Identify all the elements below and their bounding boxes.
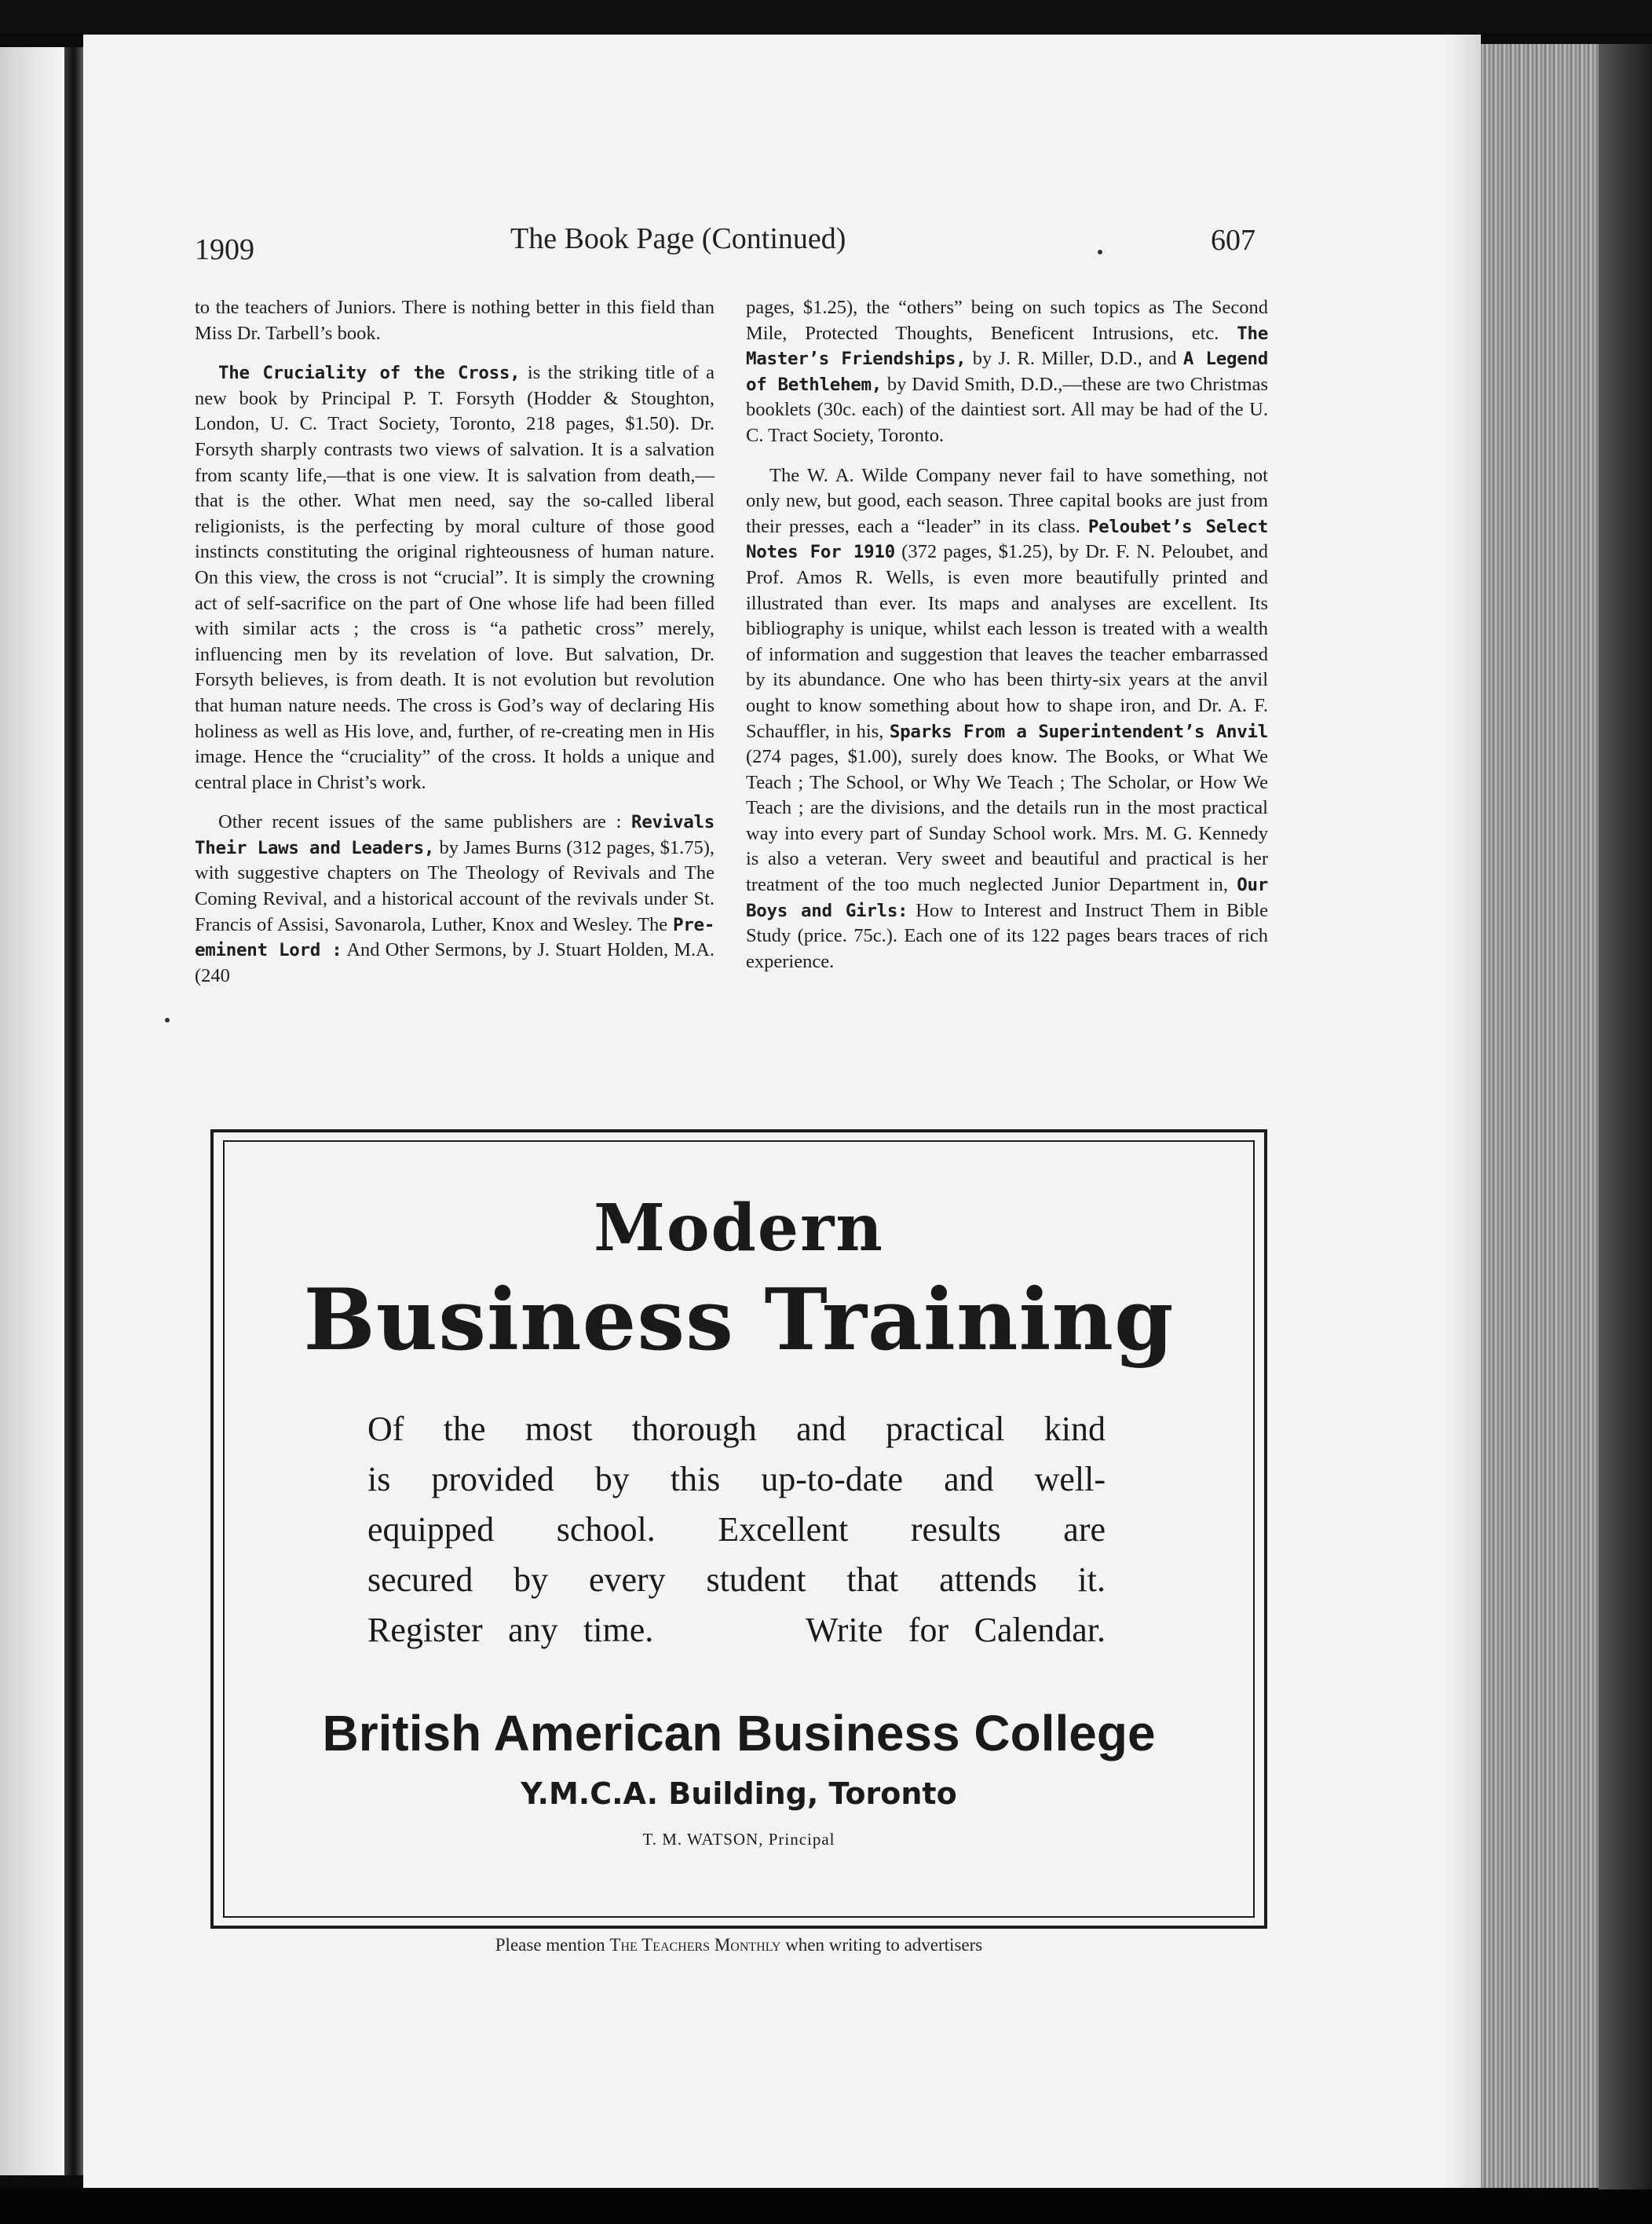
paragraph-wilde-company: The W. A. Wilde Company never fail to have something, not only new, but good, each season. Three capital books are just from their presses, each a “leader” in its class. Peloubet’s Select Notes For 1910 (372 pages, $1.25), by Dr. F. N. Peloubet, and Prof. Amos R. Wells, is even more beautifully printed and illustrated than ever. Its maps and analyses are excellent. Its bibliography is unique, whilst each lesson is treated with a wealth of information and suggestion that leaves the teacher embarrassed by its abundance. One who has been thirty-six years at the anvil ought to know something about how to shape iron, and Dr. A. F. Schauffler, in his, Sparks From a Superintendent’s Anvil (274 pages, $1.00), surely does know. The Books, or What We Teach ; The School, or Why We Teach ; The Scholar, or How We Teach ; are the divisions, and the details run in the most practical way into every part of Sunday School work. Mrs. M. G. Kennedy is also a veteran. Very sweet and beautiful and practical is her treatment of the too much neglected Junior Department in, Our Boys and Girls: How to Interest and Instruct Them in Bible Study (price. 75c.). Each one of its 122 pages bears traces of rich experience. <box>746 464 1268 972</box>
ad-body-text <box>367 1404 1106 1655</box>
book-title-pre-eminent-lord: Pre-eminent Lord : <box>195 914 715 961</box>
ad-principal: T. M. WATSON, Principal <box>642 1830 835 1849</box>
advertisement-box <box>210 1129 1267 1929</box>
facing-page-edge <box>0 47 64 2175</box>
left-column <box>195 295 715 989</box>
right-column <box>746 295 1268 975</box>
scan-top-band <box>0 0 1652 33</box>
ad-body-line: is provided by this up-to-date and well- <box>367 1460 1106 1498</box>
ad-headline-business-training: Business Training <box>303 1271 1175 1370</box>
ad-body-line: equipped school. Excellent results are <box>367 1510 1106 1549</box>
ad-body-line: secured by every student that attends it. <box>367 1560 1106 1599</box>
ad-body-line: Of the most thorough and practical kind <box>367 1410 1106 1448</box>
book-title-legend-of-bethlehem: A Legend of Bethlehem, <box>746 349 1268 395</box>
paragraph-christmas-booklets: pages, $1.25), the “others” being on such topics as The Second Mile, Protected Thoughts, Beneficent Intrusions, etc. The Master’s Friendships, by J. R. Miller, D.D., and A Legend of Bethlehem, by David Smith, D.D.,—these are two Christmas booklets (30c. each) of the daintiest sort. All may be had of the U. C. Tract Society, Toronto. <box>746 297 1268 446</box>
book-gutter <box>64 47 83 2175</box>
paragraph-junior-teachers: to the teachers of Juniors. There is nothing better in this field than Miss Dr. Tarbell’s book. <box>195 297 715 344</box>
book-title-masters-friendships: The Master’s Friendships, <box>746 323 1268 370</box>
magazine-name: The Teachers Monthly <box>609 1935 781 1955</box>
paragraph-cruciality: The Cruciality of the Cross, is the striking title of a new book by Principal P. T. Forsyth (Hodder & Stoughton, London, U. C. Tract Society, Toronto, 218 pages, $1.50). Dr. Forsyth sharply contrasts two views of salvation. It is a salvation from scanty life,—that is one view. It is salvation from death,—that is the other. What men need, say the so-called liberal religionists, is the perfecting by moral culture of those good instincts constituting the original righteousness of human nature. On this view, the cross is not “crucial”. It is simply the crowning act of self-sacrifice on the part of One whose life had been filled with similar acts ; the cross is “a pathetic cross” merely, influencing men by its revelation of love. But salvation, Dr. Forsyth believes, is from death. It is not evolution but revolution that human nature needs. The cross is God’s way of declaring His holiness as well as His love, and, further, of re-creating men in His image. Hence the “cruciality” of the cross. It holds a unique and central place in Christ’s work. <box>195 362 715 793</box>
scan-bottom-band <box>0 2189 1652 2224</box>
page-curl-shadow <box>1445 35 1481 2188</box>
ad-headline-modern: Modern <box>594 1191 884 1266</box>
page-number: 607 <box>1211 224 1255 257</box>
page-stack-edge <box>1481 44 1599 2188</box>
paragraph-recent-issues: Other recent issues of the same publishers are : Revivals Their Laws and Leaders, by James Burns (312 pages, $1.75), with suggestive chapters on The Theology of Revivals and The Coming Revival, and a historical account of the revivals under St. Francis of Assisi, Savonarola, Luther, Knox and Wesley. The Pre-eminent Lord : And Other Sermons, by J. Stuart Holden, M.A. (240 <box>195 811 715 986</box>
book-title-cruciality: The Cruciality of the Cross, <box>218 363 521 384</box>
book-title-revivals: Revivals Their Laws and Leaders, <box>195 812 715 858</box>
ad-body-line: Register any time. Write for Calendar. <box>367 1611 1106 1649</box>
book-title-sparks-anvil: Sparks From a Superintendent’s Anvil <box>889 721 1268 742</box>
ad-college-name: British American Business College <box>322 1705 1156 1761</box>
scan-speck <box>165 1018 170 1022</box>
book-title-our-boys-and-girls: Our Boys and Girls: <box>746 875 1268 921</box>
ad-address: Y.M.C.A. Building, Toronto <box>521 1776 957 1811</box>
scan-speck <box>1098 250 1102 254</box>
running-head-title: The Book Page (Continued) <box>510 222 846 255</box>
footer-notice: Please mention The Teachers Monthly when writing to advertisers <box>495 1935 983 1955</box>
book-edge-shadow <box>1599 44 1652 2189</box>
book-title-peloubets-notes: Peloubet’s Select Notes For 1910 <box>746 516 1268 563</box>
running-head-year: 1909 <box>195 233 254 266</box>
